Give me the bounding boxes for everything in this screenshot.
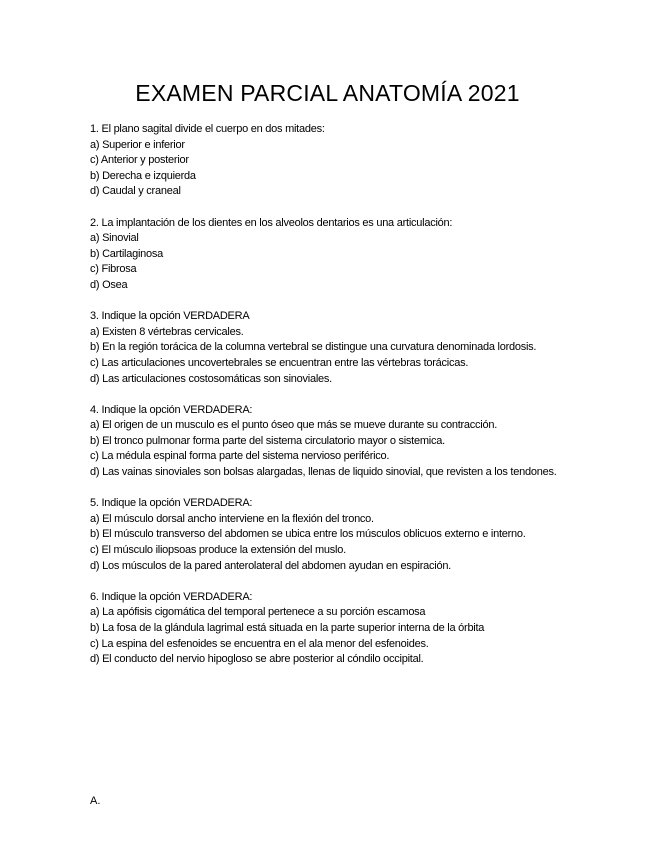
answer-option: c) La espina del esfenoides se encuentra en el ala menor del esfenoides.: [90, 637, 429, 650]
answer-option: c) El músculo iliopsoas produce la extensión del muslo.: [90, 544, 346, 557]
answer-option: d) Las vainas sinoviales son bolsas alargadas, llenas de liquido sinovial, que revisten a los tendones.: [90, 466, 557, 479]
answer-option: d) El conducto del nervio hipogloso se abre posterior al cóndilo occipital.: [90, 653, 424, 666]
answer-option: d) Caudal y craneal: [90, 185, 181, 198]
answer-option: d) Osea: [90, 278, 128, 291]
answer-option: a) Sinovial: [90, 232, 139, 245]
question-6: [90, 590, 562, 668]
answer-option: b) El músculo transverso del abdomen se ubica entre los músculos oblicuos externo e interno.: [90, 528, 526, 541]
answer-option: a) Existen 8 vértebras cervicales.: [90, 325, 244, 338]
answer-option: c) Anterior y posterior: [90, 154, 189, 167]
question-prompt: 5. Indique la opción VERDADERA:: [90, 497, 253, 510]
question-4: [90, 403, 562, 481]
answer-option: b) Derecha e izquierda: [90, 169, 196, 182]
answer-option: a) El músculo dorsal ancho interviene en la flexión del tronco.: [90, 512, 374, 525]
question-prompt: 4. Indique la opción VERDADERA:: [90, 403, 253, 416]
answer-option: b) El tronco pulmonar forma parte del sistema circulatorio mayor o sistemica.: [90, 434, 445, 447]
question-3: [90, 309, 562, 387]
footer-mark: A.: [90, 795, 101, 807]
question-1: [90, 122, 562, 200]
question-prompt: 6. Indique la opción VERDADERA:: [90, 590, 253, 603]
answer-option: d) Los músculos de la pared anterolateral del abdomen ayudan en espiración.: [90, 559, 451, 572]
answer-option: a) El origen de un musculo es el punto óseo que más se mueve durante su contracción.: [90, 419, 498, 432]
question-prompt: 3. Indique la opción VERDADERA: [90, 310, 250, 323]
answer-option: b) Cartilaginosa: [90, 247, 164, 260]
answer-option: c) La médula espinal forma parte del sistema nervioso periférico.: [90, 450, 390, 463]
question-list: [90, 122, 562, 683]
question-prompt: 1. El plano sagital divide el cuerpo en dos mitades:: [90, 123, 325, 135]
answer-option: b) La fosa de la glándula lagrimal está situada en la parte superior interna de la órbita: [90, 622, 485, 634]
answer-option: d) Las articulaciones costosomáticas son sinoviales.: [90, 372, 332, 385]
question-prompt: 2. La implantación de los dientes en los alveolos dentarios es una articulación:: [90, 216, 453, 229]
page-title: EXAMEN PARCIAL ANATOMÍA 2021: [135, 80, 520, 106]
answer-option: b) En la región torácica de la columna vertebral se distingue una curvatura denominada lordosis.: [90, 341, 537, 354]
question-5: [90, 496, 562, 574]
answer-option: c) Fibrosa: [90, 263, 137, 276]
answer-option: a) La apófisis cigomática del temporal pertenece a su porción escamosa: [90, 606, 426, 619]
question-2: [90, 216, 562, 294]
answer-option: a) Superior e inferior: [90, 138, 185, 151]
answer-option: c) Las articulaciones uncovertebrales se encuentran entre las vértebras torácicas.: [90, 356, 469, 369]
